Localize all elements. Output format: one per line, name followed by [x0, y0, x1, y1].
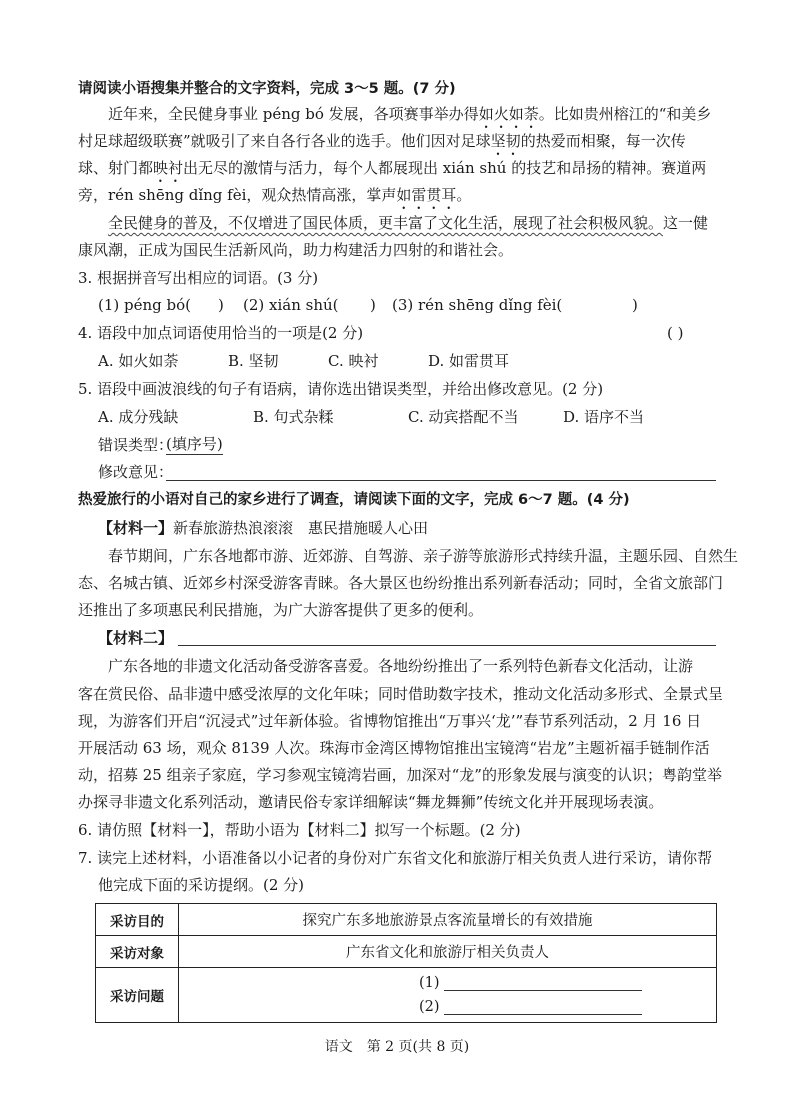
q4-option-b: B. 坚韧	[228, 352, 279, 370]
material1-title	[98, 517, 428, 539]
material1-line3: 还推出了多项惠民利民措施，为广大游客提供了更多的便利。	[78, 601, 484, 619]
q3-blank-3-close: )	[632, 296, 638, 314]
question-blank	[179, 971, 716, 995]
question-7-line1: 7. 读完上述材料，小语准备以小记者的身份对广东省文化和旅游厅相关负责人进行采访，请你帮	[78, 849, 713, 867]
q4-option-d: D. 如雷贯耳	[428, 352, 510, 370]
q5-option-d: D. 语序不当	[563, 408, 645, 426]
material-label: 【材料一】	[98, 519, 174, 537]
blank-number: (1)	[419, 975, 440, 991]
material2-line3: 现，为游客们开启“沉浸式”过年新体验。省博物馆推出“万事兴‘龙’”春节系列活动，2 月 16 日	[78, 712, 702, 730]
page-footer: 语文 第 2 页(共 8 页)	[324, 1039, 470, 1055]
row-label: 采访问题	[96, 968, 179, 1023]
q5-option-b: B. 句式杂糅	[253, 408, 334, 426]
text: 近年来，全民健身事业 péng bó 发展，各项赛事举办得	[108, 105, 479, 123]
passage1-line4	[78, 184, 471, 213]
row-value: 广东省文化和旅游厅相关负责人	[179, 936, 717, 968]
material2-line6: 办探寻非遗文化系列活动，邀请民俗专家详细解读“舞龙舞狮”传统文化并开展现场表演。	[78, 793, 664, 811]
section2-intro: 热爱旅行的小语对自己的家乡进行了调查，请阅读下面的文字，完成 6～7 题。(4 分)	[78, 492, 630, 508]
q5-error-type-field[interactable]: (填序号)	[166, 435, 223, 453]
material2-line5: 动，招募 25 组亲子家庭，学习参观宝镜湾岩画，加深对“龙”的形象发展与演变的认识；粤韵堂举	[78, 766, 722, 784]
text: 这一健	[663, 214, 709, 232]
table-row	[96, 904, 717, 936]
material2-title-answer-line[interactable]	[178, 645, 716, 646]
material2-title-label: 【材料二】	[98, 629, 174, 647]
question-4: 4. 语段中加点词语使用恰当的一项是(2 分)	[78, 324, 364, 342]
question-6: 6. 请仿照【材料一】，帮助小语为【材料二】拟写一个标题。(2 分)	[78, 821, 521, 839]
text: 球、射门都	[78, 159, 154, 177]
q4-option-c: C. 映衬	[328, 352, 379, 370]
material2-line2: 客在赏民俗、品非遗中感受浓厚的文化年味；同时借助数字技术，推动文化活动多形式、全景式呈	[78, 685, 724, 703]
question-5: 5. 语段中画波浪线的句子有语病，请你选出错误类型，并给出修改意见。(2 分)	[78, 380, 604, 398]
row-label: 采访对象	[96, 936, 179, 968]
text: 。	[456, 186, 472, 204]
q4-option-a: A. 如火如荼	[98, 352, 179, 370]
blank-number: (2)	[419, 999, 440, 1015]
question-blank	[179, 995, 716, 1019]
answer-line[interactable]	[444, 976, 642, 991]
passage2-line1	[108, 212, 708, 234]
passage1-line1	[108, 103, 711, 132]
dotted-word: 坚韧	[490, 132, 521, 150]
text: 。比如贵州榕江的“和美乡	[538, 105, 712, 123]
material2-line1: 广东各地的非遗文化活动备受游客喜爱。各地纷纷推出了一系列特色新春文化活动，让游	[108, 657, 694, 675]
row-value: 探究广东多地旅游景点客流量增长的有效措施	[179, 904, 717, 936]
material1-line2: 态、名城古镇、近郊乡村深受游客青睐。各大景区也纷纷推出系列新春活动；同时，全省文旅部门	[78, 574, 724, 592]
q5-fix-answer-line[interactable]	[166, 480, 716, 481]
text: 出无尽的激情与活力，每个人都展现出 xián shú 的技艺和昂扬的精神。赛道两	[183, 159, 707, 177]
question-3: 3. 根据拼音写出相应的词语。(3 分)	[78, 269, 319, 287]
dotted-word: 映衬	[153, 159, 184, 177]
q5-option-c: C. 动宾搭配不当	[408, 408, 519, 426]
table-row	[96, 968, 717, 1023]
interview-outline-table	[95, 903, 717, 1023]
q3-blank-1-close: )	[218, 296, 224, 314]
answer-line[interactable]	[444, 1000, 642, 1015]
table-row	[96, 936, 717, 968]
q3-blank-2-close: )	[370, 296, 376, 314]
q5-error-type-label: 错误类型：	[98, 436, 174, 454]
question-7-line2: 他完成下面的采访提纲。(2 分)	[98, 876, 305, 894]
material1-line1: 春节期间，广东各地都市游、近郊游、自驾游、亲子游等旅游形式持续升温，主题乐园、自然生	[108, 547, 739, 565]
section1-intro: 请阅读小语搜集并整合的文字资料，完成 3～5 题。(7 分)	[78, 81, 456, 97]
q3-blank-2-label: (2) xián shú(	[243, 296, 339, 314]
passage1-line3	[78, 157, 706, 186]
text: 的热爱而相聚，每一次传	[520, 132, 686, 150]
dotted-word: 如雷贯耳	[396, 186, 457, 204]
row-label: 采访目的	[96, 904, 179, 936]
q5-option-a: A. 成分残缺	[98, 408, 179, 426]
interview-questions-cell	[179, 968, 717, 1023]
dotted-word: 如火如荼	[478, 105, 539, 123]
text: 村足球超级联赛”就吸引了来自各行各业的选手。他们因对足球	[78, 132, 491, 150]
text: 旁，rén shēng dǐng fèi，观众热情高涨，掌声	[78, 186, 397, 204]
q4-answer-paren: ( )	[667, 324, 684, 342]
wavy-sentence: 全民健身的普及，不仅增进了国民体质，更丰富了文化生活，展现了社会积极风貌。	[108, 214, 664, 232]
material2-line4: 开展活动 63 场，观众 8139 人次。珠海市金湾区博物馆推出宝镜湾“岩龙”主题祈福手链制作活	[78, 739, 710, 757]
passage1-line2	[78, 130, 686, 159]
q3-blank-1-label: (1) péng bó(	[98, 296, 192, 314]
passage2-line2: 康风潮，正成为国民生活新风尚，助力构建活力四射的和谐社会。	[78, 241, 514, 259]
q3-blank-3-label: (3) rén shēng dǐng fèi(	[392, 296, 563, 314]
q5-fix-label: 修改意见：	[98, 463, 174, 481]
material-heading: 新春旅游热浪滚滚 惠民措施暖人心田	[173, 519, 429, 537]
